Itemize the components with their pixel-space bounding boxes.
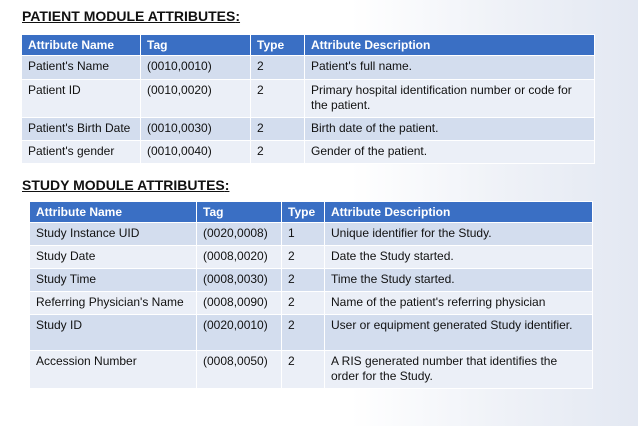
- study-module-heading-colon: :: [224, 177, 230, 193]
- cell-attribute-name: Study Date: [30, 246, 197, 269]
- table-row: [30, 246, 593, 269]
- patient-module-table: [21, 34, 595, 164]
- cell-type: 2: [282, 246, 325, 269]
- cell-type: 2: [251, 80, 305, 118]
- cell-tag: (0020,0008): [197, 223, 282, 246]
- cell-description: Gender of the patient.: [305, 141, 595, 164]
- cell-type: 2: [282, 269, 325, 292]
- cell-description: Name of the patient's referring physician: [325, 292, 593, 315]
- cell-description: Time the Study started.: [325, 269, 593, 292]
- cell-attribute-name: Accession Number: [30, 351, 197, 389]
- cell-attribute-name: Study Instance UID: [30, 223, 197, 246]
- column-header-tag: Tag: [197, 202, 282, 223]
- cell-attribute-name: Patient ID: [22, 80, 141, 118]
- cell-type: 1: [282, 223, 325, 246]
- cell-type: 2: [282, 292, 325, 315]
- cell-attribute-name: Patient's gender: [22, 141, 141, 164]
- table-row: [22, 80, 595, 118]
- cell-tag: (0008,0020): [197, 246, 282, 269]
- column-header-attribute-name: Attribute Name: [22, 35, 141, 56]
- table-header-row: [30, 202, 593, 223]
- patient-module-heading-colon: :: [235, 8, 241, 24]
- column-header-type: Type: [251, 35, 305, 56]
- table-row: [30, 269, 593, 292]
- cell-tag: (0020,0010): [197, 315, 282, 351]
- cell-description: Birth date of the patient.: [305, 118, 595, 141]
- patient-module-heading-text: PATIENT MODULE ATTRIBUTES: [22, 8, 236, 24]
- table-row: [30, 223, 593, 246]
- column-header-tag: Tag: [141, 35, 251, 56]
- table-row: [30, 315, 593, 351]
- cell-type: 2: [282, 315, 325, 351]
- cell-tag: (0010,0020): [141, 80, 251, 118]
- cell-attribute-name: Patient's Birth Date: [22, 118, 141, 141]
- cell-description: Patient's full name.: [305, 56, 595, 80]
- cell-description: Primary hospital identification number or code for the patient.: [305, 80, 595, 118]
- cell-attribute-name: Patient's Name: [22, 56, 141, 80]
- column-header-type: Type: [282, 202, 325, 223]
- cell-type: 2: [251, 56, 305, 80]
- cell-type: 2: [251, 118, 305, 141]
- cell-type: 2: [251, 141, 305, 164]
- cell-type: 2: [282, 351, 325, 389]
- cell-tag: (0010,0010): [141, 56, 251, 80]
- column-header-attribute-name: Attribute Name: [30, 202, 197, 223]
- table-row: [30, 351, 593, 389]
- cell-tag: (0008,0090): [197, 292, 282, 315]
- study-module-heading-text: STUDY MODULE ATTRIBUTES: [22, 177, 225, 193]
- study-module-heading: [22, 177, 229, 193]
- cell-attribute-name: Study Time: [30, 269, 197, 292]
- column-header-attribute-description: Attribute Description: [325, 202, 593, 223]
- cell-description: Date the Study started.: [325, 246, 593, 269]
- cell-attribute-name: Referring Physician's Name: [30, 292, 197, 315]
- cell-description: User or equipment generated Study identifier.: [325, 315, 593, 351]
- table-row: [22, 141, 595, 164]
- cell-tag: (0010,0040): [141, 141, 251, 164]
- cell-description: A RIS generated number that identifies the order for the Study.: [325, 351, 593, 389]
- cell-description: Unique identifier for the Study.: [325, 223, 593, 246]
- column-header-attribute-description: Attribute Description: [305, 35, 595, 56]
- table-header-row: [22, 35, 595, 56]
- cell-attribute-name: Study ID: [30, 315, 197, 351]
- study-module-table: [29, 201, 593, 389]
- table-row: [22, 118, 595, 141]
- cell-tag: (0008,0050): [197, 351, 282, 389]
- table-row: [30, 292, 593, 315]
- cell-tag: (0010,0030): [141, 118, 251, 141]
- table-row: [22, 56, 595, 80]
- patient-module-heading: [22, 8, 240, 24]
- cell-tag: (0008,0030): [197, 269, 282, 292]
